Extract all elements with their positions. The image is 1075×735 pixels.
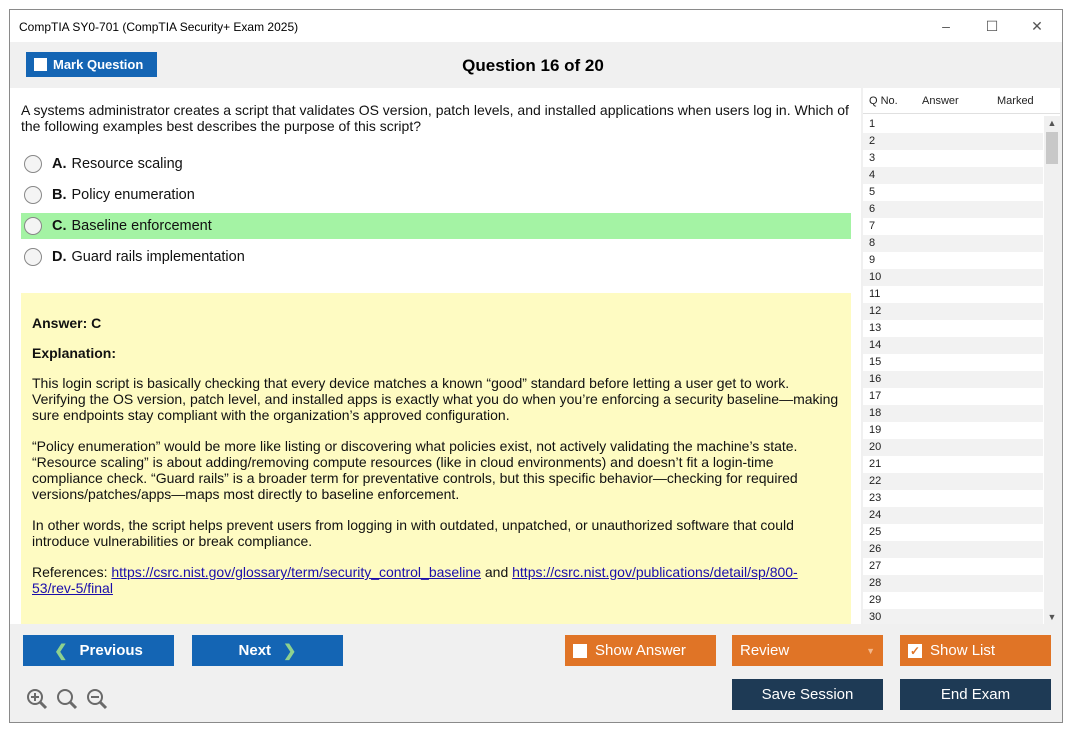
save-session-button[interactable] — [732, 679, 883, 710]
question-list-row[interactable]: 7 — [869, 220, 876, 232]
explanation-label: Explanation: — [32, 345, 117, 361]
radio-button[interactable] — [24, 155, 42, 173]
question-list-row[interactable]: 27 — [869, 560, 882, 572]
question-list-row[interactable]: 1 — [869, 118, 876, 130]
question-list-row[interactable]: 22 — [863, 473, 1043, 490]
explanation-paragraph: “Policy enumeration” would be more like listing or discovering what policies exist, not actively validating the machine’s state. “Resource scaling” is about adding/removing compute resources (like in cloud environments) and doesn’t fit a login-time compliance check. “Guard rails” is a broader term for preventative controls, but this specific behavior—checking for required versions/patches/apps—maps most directly to baseline enforcement. — [32, 438, 798, 502]
question-list-row[interactable]: 25 — [869, 526, 882, 538]
option-text: Policy enumeration — [71, 187, 195, 203]
option-text: Resource scaling — [71, 156, 183, 172]
minimize-icon[interactable]: – — [942, 18, 950, 34]
radio-button[interactable] — [24, 248, 42, 266]
option-letter: D. — [52, 249, 67, 265]
question-list-row[interactable]: 5 — [869, 186, 876, 198]
option-d[interactable] — [21, 244, 851, 270]
explanation-paragraph: In other words, the script helps prevent users from logging in with outdated, unpatched, or unauthorized software that could introduce vulnerabilities or break compliance. — [32, 517, 794, 549]
previous-label: Previous — [79, 642, 143, 659]
option-text: Baseline enforcement — [71, 218, 212, 234]
col-qno: Q No. — [869, 95, 898, 107]
references — [32, 564, 840, 596]
show-answer-checkbox[interactable] — [573, 644, 587, 658]
previous-button[interactable] — [23, 635, 174, 666]
show-list-label: Show List — [930, 642, 996, 659]
col-marked: Marked — [997, 95, 1034, 107]
question-list-panel — [861, 88, 1062, 624]
footer-toolbar — [10, 624, 1062, 722]
question-list-row[interactable]: 11 — [869, 288, 881, 300]
question-panel — [10, 88, 861, 624]
review-label: Review — [740, 642, 790, 659]
window-title: CompTIA SY0-701 (CompTIA Security+ Exam 2025) — [19, 20, 299, 34]
chevron-left-icon: ❮ — [54, 642, 68, 660]
option-letter: A. — [52, 156, 67, 172]
save-session-label: Save Session — [761, 686, 854, 703]
option-b[interactable] — [21, 182, 851, 208]
chevron-down-icon: ▼ — [866, 645, 875, 656]
question-list-row[interactable]: 8 — [863, 235, 1043, 252]
show-answer-label: Show Answer — [595, 642, 686, 659]
next-button[interactable] — [192, 635, 343, 666]
title-bar — [10, 10, 1062, 42]
question-list-row[interactable]: 17 — [869, 390, 882, 402]
answer-label: Answer: C — [32, 315, 102, 331]
question-list-row[interactable]: 23 — [869, 492, 882, 504]
zoom-in-icon[interactable] — [26, 688, 48, 710]
close-icon[interactable]: ✕ — [1031, 18, 1043, 34]
end-exam-label: End Exam — [940, 686, 1011, 703]
review-dropdown[interactable] — [732, 635, 883, 666]
show-list-checkbox[interactable]: ✓ — [909, 643, 921, 658]
reference-link-2[interactable]: https://csrc.nist.gov/publications/detail/sp/800-53/rev-5/final — [32, 564, 798, 596]
question-list-row[interactable]: 10 — [863, 269, 1043, 286]
scroll-thumb[interactable] — [1046, 132, 1058, 164]
references-label: References: — [32, 564, 108, 580]
question-list-row[interactable]: 18 — [863, 405, 1043, 422]
question-list-row[interactable]: 30 — [863, 609, 1043, 626]
question-list-row[interactable]: 3 — [869, 152, 876, 164]
mark-question-label: Mark Question — [53, 57, 144, 72]
question-title: Question 16 of 20 — [462, 56, 604, 75]
option-letter: B. — [52, 187, 67, 203]
zoom-reset-icon[interactable] — [56, 688, 78, 710]
scroll-down-icon[interactable]: ▼ — [1047, 612, 1057, 622]
radio-button[interactable] — [24, 186, 42, 204]
option-text: Guard rails implementation — [71, 249, 245, 265]
question-list-row[interactable]: 26 — [863, 541, 1043, 558]
maximize-icon[interactable]: ☐ — [985, 18, 999, 34]
question-list-row[interactable]: 15 — [869, 356, 882, 368]
radio-button[interactable] — [24, 217, 42, 235]
question-text: A systems administrator creates a script that validates OS version, patch levels, and installed applications when users log in. Which of the following examples best describes the purpose of this script? — [21, 102, 849, 134]
end-exam-button[interactable] — [900, 679, 1051, 710]
question-list-row[interactable]: 20 — [863, 439, 1043, 456]
show-list-button[interactable] — [900, 635, 1051, 666]
question-list-row[interactable]: 2 — [863, 133, 1043, 150]
question-rows — [863, 116, 1043, 626]
question-list-row[interactable]: 19 — [869, 424, 882, 436]
question-list-row[interactable]: 6 — [863, 201, 1043, 218]
option-c[interactable] — [21, 213, 851, 239]
option-letter: C. — [52, 218, 67, 234]
zoom-out-icon[interactable] — [86, 688, 108, 710]
question-list-header — [863, 88, 1060, 114]
question-list-row[interactable]: 9 — [869, 254, 876, 266]
explanation-paragraph: This login script is basically checking that every device matches a known “good” standard before letting a user get to work. Verifying the OS version, patch level, and installed apps is exactly what you do when you’re enforcing a security baseline—making sure endpoints stay compliant with the organization’s approved configuration. — [32, 375, 839, 423]
question-list-row[interactable]: 29 — [869, 594, 882, 606]
app-window — [9, 9, 1063, 723]
question-list-row[interactable]: 4 — [863, 167, 1043, 184]
show-answer-button[interactable] — [565, 635, 716, 666]
question-list-row[interactable]: 28 — [863, 575, 1043, 592]
option-a[interactable] — [21, 151, 851, 177]
scrollbar[interactable] — [1044, 116, 1060, 624]
explanation-box — [21, 293, 851, 624]
question-list-row[interactable]: 14 — [863, 337, 1043, 354]
question-list-row[interactable]: 13 — [869, 322, 882, 334]
references-and: and — [484, 564, 509, 580]
question-list-row[interactable]: 12 — [863, 303, 1043, 320]
col-answer: Answer — [922, 95, 959, 107]
question-header — [10, 42, 1062, 88]
scroll-up-icon[interactable]: ▲ — [1047, 118, 1057, 128]
reference-link-1[interactable]: https://csrc.nist.gov/glossary/term/security_control_baseline — [111, 564, 481, 580]
next-label: Next — [238, 642, 272, 659]
chevron-right-icon: ❯ — [283, 642, 297, 660]
question-list-row[interactable]: 21 — [869, 458, 882, 470]
question-list — [863, 88, 1060, 624]
question-list-row[interactable]: 16 — [863, 371, 1043, 388]
question-list-row[interactable]: 24 — [863, 507, 1043, 524]
